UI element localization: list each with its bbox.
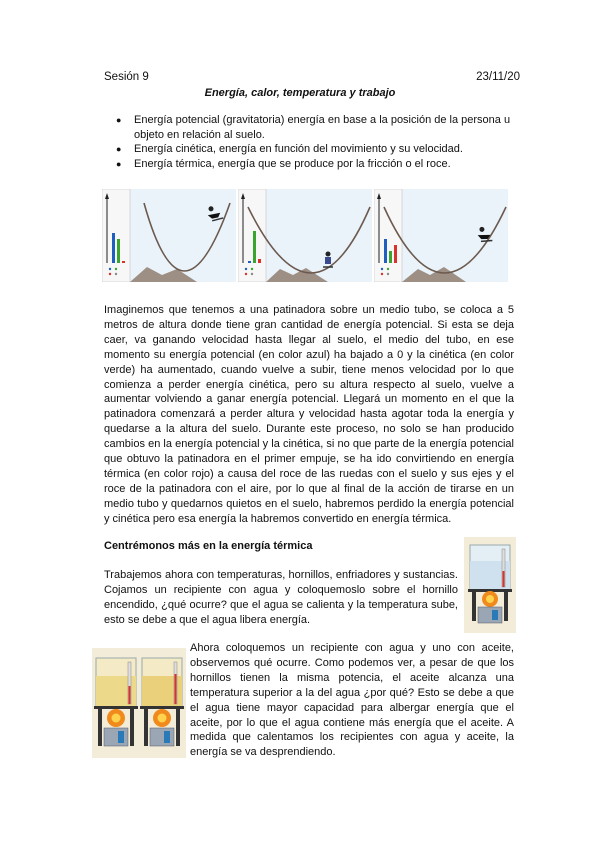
burner-paragraph: Trabajemos ahora con temperaturas, hornillos, enfriadores y sustancias. Cojamos un recipiente con agua y coloquemoslo sobre el hornillo encendido, ¿qué ocurre? que el agua se calienta y la temperatura sube, esto se debe a que el agua libera energía.	[104, 569, 458, 626]
thermal-bar	[122, 261, 125, 263]
list-item: ● Energía térmica, energía que se produce por la fricción o el roce.	[116, 157, 512, 172]
kinetic-bar	[117, 239, 120, 263]
energy-types-list	[116, 113, 512, 171]
kinetic-bar	[253, 231, 256, 263]
skater-figure	[205, 204, 224, 224]
beaker-burner-image	[464, 537, 516, 633]
skater-panel-1	[102, 189, 236, 282]
session-label: Sesión 9	[104, 71, 149, 83]
list-item: ● Energía potencial (gravitatoria) energía en base a la posición de la persona u objeto en relación al suelo.	[116, 113, 512, 142]
water-oil-paragraph: Ahora coloquemos un recipiente con agua y uno con aceite, observemos qué ocurre. Como podemos ver, a pesar de que los hornillos tienen la misma potencia, el aceite alcanza una temperatura superior a la del agua ¿por qué? Esto se debe a que el agua tiene mayor capacidad para albergar energía que el aceite, por lo que el agua contiene más energía que el aceite. A medida que calentamos los recipientes con agua y aceite, la energía se va desprendiendo.	[190, 642, 514, 759]
potential-bar	[384, 239, 387, 263]
date-label: 23/11/20	[476, 71, 520, 83]
water-oil-beakers-image	[92, 648, 186, 758]
section-heading: Centrémonos más en la energía térmica	[104, 540, 313, 552]
potential-bar	[112, 233, 115, 263]
thermal-bar	[258, 259, 261, 263]
thermal-bar	[394, 245, 397, 263]
potential-bar	[248, 261, 251, 263]
oil-beaker	[140, 658, 184, 746]
kinetic-bar	[389, 251, 392, 263]
skater-explanation-paragraph: Imaginemos que tenemos a una patinadora sobre un medio tubo, se coloca a 5 metros de altura donde tiene gran cantidad de energía potencial. Si esta se deja caer, va ganando velocidad hasta llegar al suelo, el medio del tubo, en ese momento su energía potencial (en color azul) ha bajado a 0 y la cinética (en color verde) ha aumentado, cuando vuelve a subir, tiene menos velocidad por lo que comienza a perder energía cinética, pero su altura respecto al suelo, vuelve a aumentar volviendo a ganar energía potencial. Llegará un momento en el que la patinadora comenzará a perder altura y velocidad hasta agotar toda la energía y quedarse a la altura del suelo. Durante este proceso, no solo se han producido cambios en la energía potencial y la cinética, si no que parte de la energía potencial que obtuvo la patinadora en el primer empuje, se ha ido convirtiendo en energía térmica (en color rojo) a causa del roce de las ruedas con el suelo y sus ejes y el roce de la patinadora con el aire, por lo que al final de la acción de tirarse en un medio tubo y quedarnos quietos en el suelo, habremos perdido la energía potencial y cinética pero esa energía la habremos convertido en energía térmica.	[104, 304, 514, 525]
skater-panel-2	[238, 189, 372, 282]
water-beaker	[94, 658, 138, 746]
skater-figure	[475, 225, 492, 245]
page-title: Energía, calor, temperatura y trabajo	[204, 87, 396, 99]
list-item: ● Energía cinética, energía en función del movimiento y su velocidad.	[116, 142, 512, 157]
skater-panel-3	[374, 189, 508, 282]
